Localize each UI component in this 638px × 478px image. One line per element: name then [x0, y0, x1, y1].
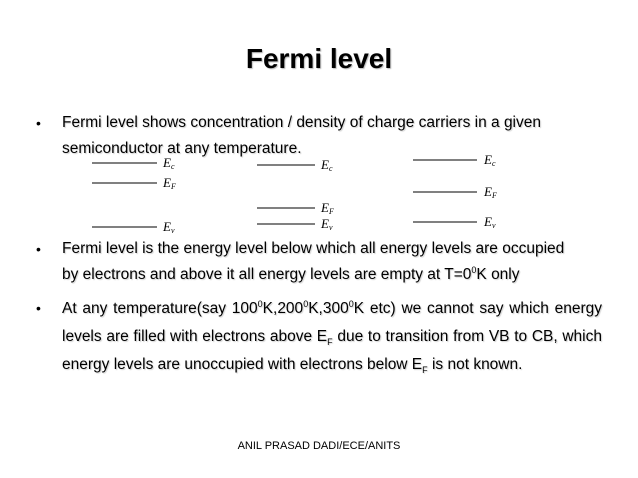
ef-label: EF: [484, 184, 497, 200]
bullet-2-line-2-end: K only: [476, 266, 520, 283]
slide-footer: ANIL PRASAD DADI/ECE/ANITS: [237, 440, 401, 452]
superscript: 0: [257, 298, 263, 309]
bullet-2-line-1: Fermi level is the energy level below which all energy levels are occupied: [62, 240, 565, 257]
text-span: K etc) we cannot say which energy levels are filled with electrons above E: [62, 300, 602, 345]
text-span: due to transition from VB to CB, which energy levels are unoccupied with electrons below E: [62, 328, 602, 373]
ec-label: Ec: [163, 155, 175, 171]
text-span: K,300: [308, 300, 349, 317]
text-span: is not known.: [427, 356, 523, 373]
bullet-marker: •: [36, 115, 41, 131]
text-span: K,200: [262, 300, 304, 317]
superscript: 0: [471, 264, 477, 275]
ef-label: EF: [321, 200, 334, 216]
bullet-2-text: [62, 236, 602, 288]
bullet-1-line-2: semiconductor at any temperature.: [62, 140, 302, 157]
bullet-marker: •: [36, 300, 41, 316]
bullet-3-text: [62, 295, 602, 379]
slide-title: Fermi level: [245, 43, 393, 74]
bullet-marker: •: [36, 241, 41, 257]
ef-label: EF: [163, 175, 176, 191]
superscript: 0: [348, 298, 354, 309]
bullet-2-line-2: by electrons and above it all energy levels are empty at T=0: [62, 266, 472, 283]
ev-label: Ev: [484, 214, 496, 230]
text-span: At any temperature(say 100: [62, 300, 258, 317]
band-diagram-1: [92, 155, 176, 235]
ev-label: Ev: [163, 219, 175, 235]
superscript: 0: [303, 298, 309, 309]
bullet-1-line-1: Fermi level shows concentration / density of charge carriers in a given: [62, 114, 541, 131]
band-diagram-3: [413, 152, 497, 230]
band-diagram-2: [257, 157, 334, 232]
subscript: F: [327, 337, 333, 348]
ev-label: Ev: [321, 216, 333, 232]
ec-label: Ec: [484, 152, 496, 168]
ec-label: Ec: [321, 157, 333, 173]
subscript: F: [422, 365, 428, 376]
